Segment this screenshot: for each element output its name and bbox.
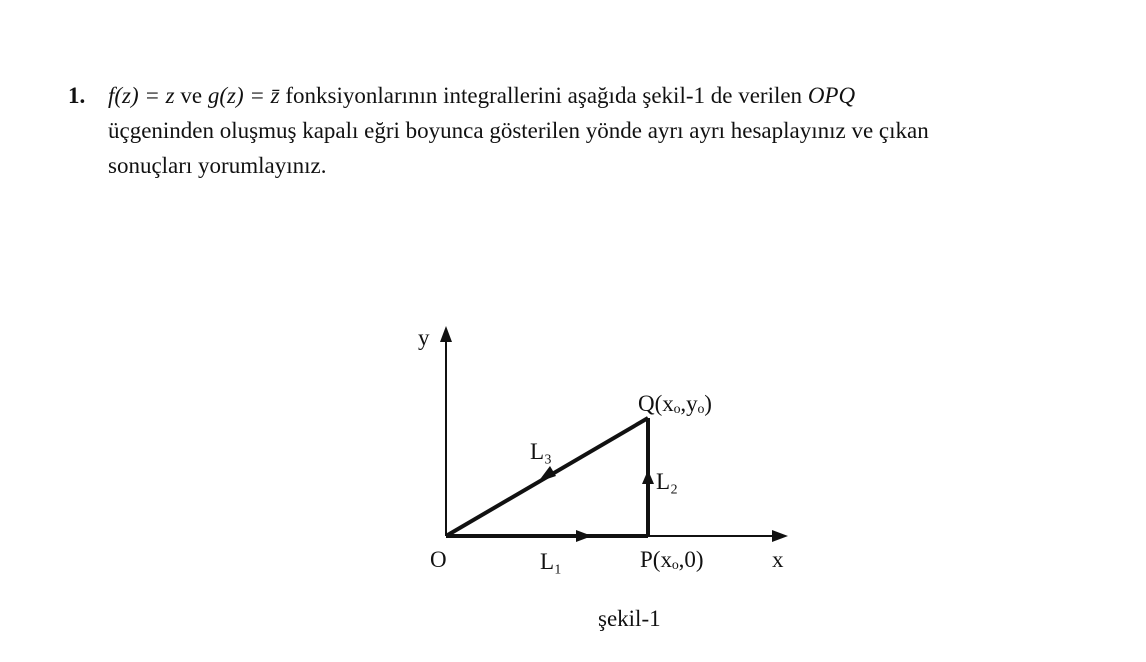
triangle-name: OPQ	[807, 83, 856, 108]
problem-number: 1.	[68, 83, 86, 108]
problem-text-line1: fonksiyonlarının integrallerini aşağıda şekil-1 de verilen	[285, 83, 803, 108]
connector-word: ve	[180, 83, 203, 108]
function-f-expression: f(z) = z	[108, 83, 175, 108]
segment-l1-arrow	[576, 530, 592, 542]
segment-l3-label: L₃	[530, 439, 553, 464]
function-g-expression: g(z) = z̄	[207, 83, 280, 108]
segment-l3-arrow	[538, 466, 556, 482]
point-p-label: P(xₒ,0)	[640, 547, 704, 572]
figure-caption: şekil-1	[598, 606, 661, 631]
segment-l2-label: L₂	[656, 469, 679, 494]
problem-statement	[68, 78, 1108, 183]
figure-drawing	[400, 318, 800, 638]
figure-triangle-opq	[400, 318, 800, 638]
problem-text-line3: sonuçları yorumlayınız.	[108, 153, 327, 178]
problem-text	[108, 78, 1108, 183]
segment-l2-arrow	[642, 470, 654, 484]
y-axis-arrowhead	[440, 326, 452, 342]
problem-text-line2: üçgeninden oluşmuş kapalı eğri boyunca gösterilen yönde ayrı ayrı hesaplayınız ve çıkan	[108, 118, 929, 143]
point-q-label: Q(xₒ,yₒ)	[638, 391, 712, 416]
segment-l1-label: L₁	[540, 549, 563, 574]
x-axis-label: x	[772, 547, 784, 572]
y-axis-label: y	[418, 325, 430, 350]
x-axis-arrowhead	[772, 530, 788, 542]
origin-label: O	[430, 547, 447, 572]
